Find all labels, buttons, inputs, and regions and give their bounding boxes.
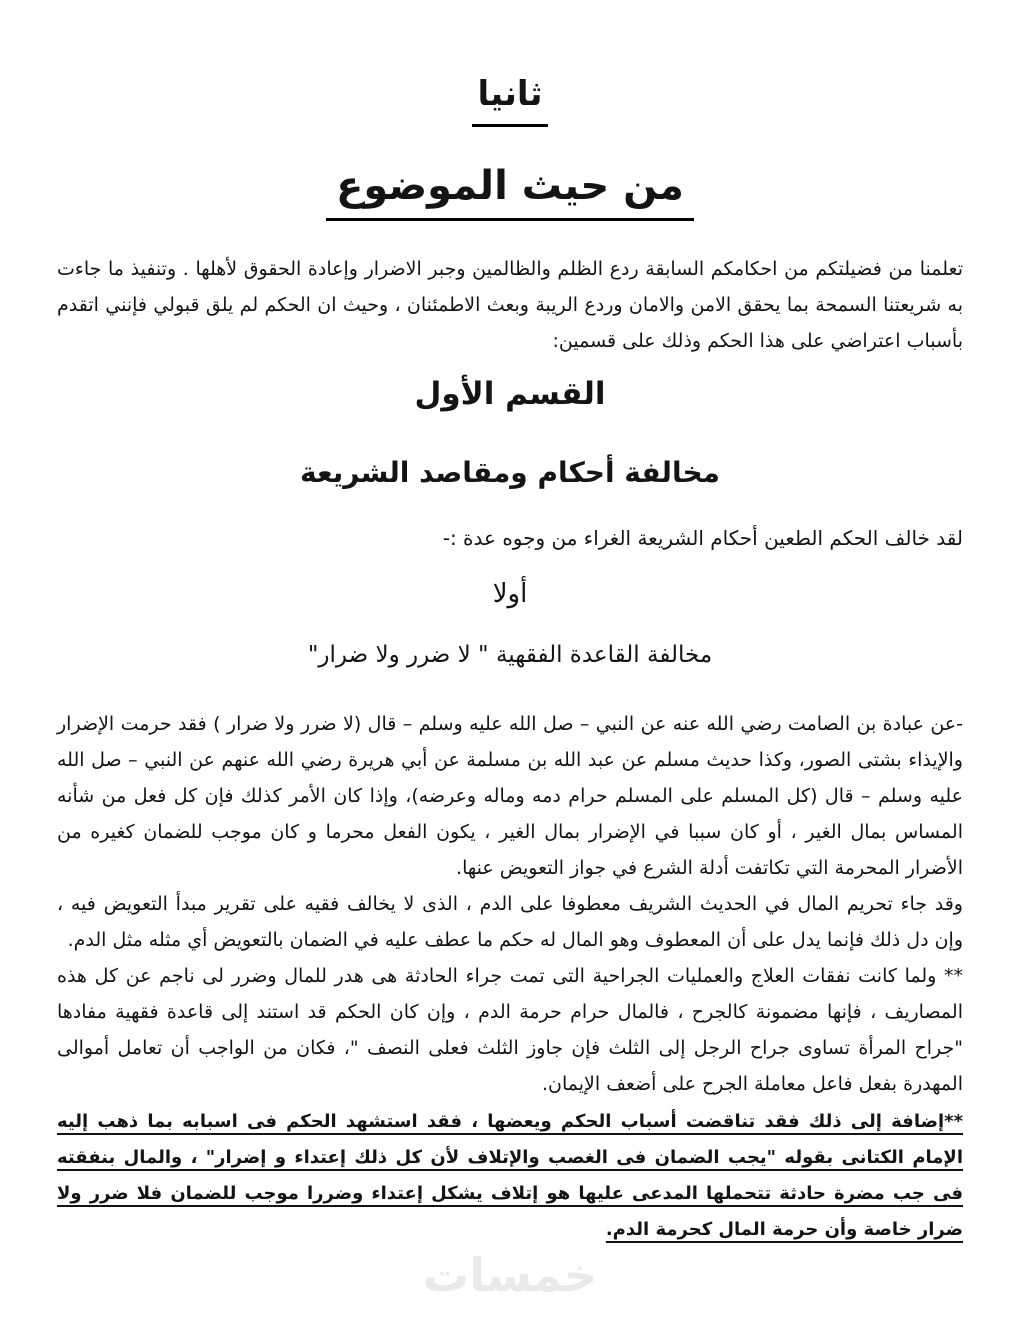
page-title: [57, 74, 963, 127]
hadith-paragraph: -عن عبادة بن الصامت رضي الله عنه عن النبي – صل الله عليه وسلم – قال (لا ضرر ولا ضرار ) فقد حرمت الإضرار والإيذاء بشتى الصور، وكذا حديث مسلم عن عبد الله بن مسلمة عن أبي هريرة رضي الله عنهم عن النبي – صل الله عليه وسلم – قال (كل المسلم على المسلم حرام دمه وماله وعرضه)، وإذا كان الأمر كذلك فإن كل فعل من شأنه المساس بمال الغير ، أو كان سببا في الإضرار بمال الغير ، يكون الفعل محرما و كان موجب للضمان كغيره من الأضرار المحرمة التي تكاتفت أدلة الشرع في جواز التعويض عنها.: [57, 712, 963, 879]
lead-line: لقد خالف الحكم الطعين أحكام الشريعة الغراء من وجوه عدة :-: [442, 525, 963, 550]
first-marker: أولا: [492, 578, 528, 609]
expenses-paragraph: ** ولما كانت نفقات العلاج والعمليات الجراحية التى تمت جراء الحادثة هى هدر للمال وضرر لى ناجم عن كل هذه المصاريف ، فإنها مضمونة كالجرح ، فالمال حرام حرمة الدم ، وإن كان الحكم قد استند إلى قاعدة فقهية مفادها "جراح المرأة تساوى جراح الرجل إلى الثلث فإن جاوز الثلث فعلى النصف "، فكان من الواجب أن تعامل أموالى المهدرة بفعل فاعل معاملة الجرح على أضعف الإيمان.: [57, 964, 963, 1095]
money-prohibition-paragraph: وقد جاء تحريم المال في الحديث الشريف معطوفا على الدم ، الذى لا يخالف فقيه على تقرير مبدأ التعويض فيه ، وإن دل ذلك فإنما يدل على أن المعطوف وهو المال له حكم ما عطف عليه في الضمان بالتعويض أي مثله مثل الدم.: [57, 892, 963, 951]
section-one-heading: القسم الأول: [414, 375, 606, 412]
section-one-subheading: مخالفة أحكام ومقاصد الشريعة: [300, 455, 720, 489]
page-title-text: ثانيا: [472, 74, 549, 127]
emphasized-paragraph: **إضافة إلى ذلك فقد تناقضت أسباب الحكم ويعضها ، فقد استشهد الحكم فى اسبابه بما ذهب إليه الإمام الكتانى بقوله "يجب الضمان فى الغصب والإتلاف لأن كل ذلك إعتداء و إضرار" ، والمال بنفقته فى جب مضرة حادثة تتحملها المدعى عليها هو إتلاف يشكل إعتداء وضررا موجب للضمان فلا ضرر ولا ضرار خاصة وأن حرمة المال كحرمة الدم.: [57, 1110, 963, 1240]
khamsat-watermark-logo: خمسات: [422, 1248, 598, 1302]
intro-paragraph: تعلمنا من فضيلتكم من احكامكم السابقة ردع الظلم والظالمين وجبر الاضرار وإعادة الحقوق لأهلها . وتنفيذ ما جاءت به شريعتنا السمحة بما يحقق الامن والامان وردع الريبة وبعث الاطمئنان ، وحيث ان الحكم لم يلق قبولي فإنني اتقدم بأسباب اعتراضي على هذا الحكم وذلك على قسمين:: [57, 257, 963, 352]
subject-title: [57, 161, 963, 221]
rule-title: مخالفة القاعدة الفقهية " لا ضرر ولا ضرار": [307, 641, 713, 668]
subject-title-text: من حيث الموضوع: [326, 161, 694, 221]
